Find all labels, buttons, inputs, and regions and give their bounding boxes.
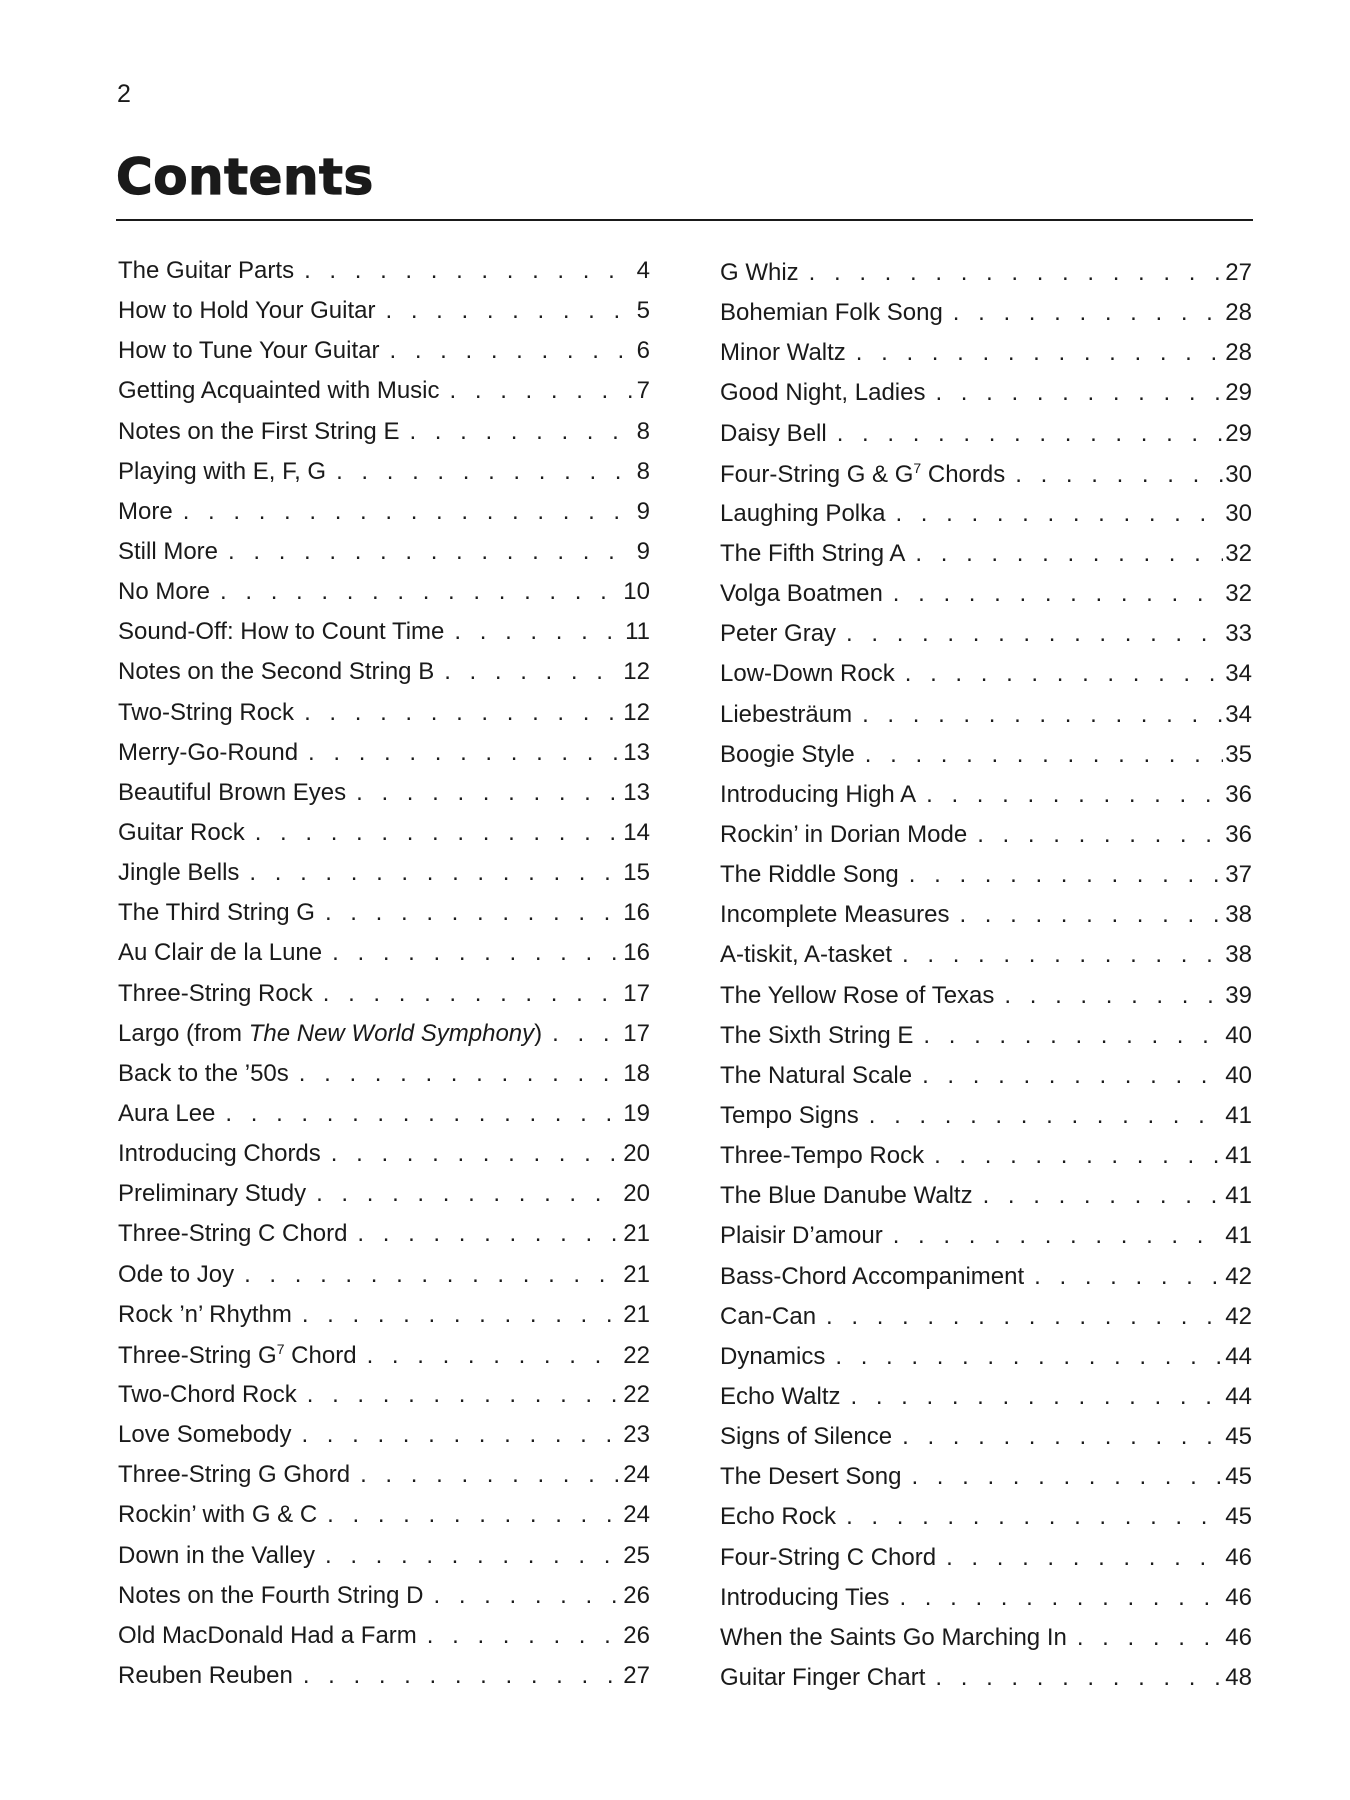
toc-entry-title: Tempo Signs [720, 1101, 859, 1129]
toc-leader-dots [865, 741, 1224, 769]
toc-entry-title: Introducing Ties [720, 1583, 890, 1611]
toc-entry-page: 29 [1225, 419, 1252, 447]
toc-entry-title: Good Night, Ladies [720, 379, 926, 407]
toc-entry-page: 33 [1225, 620, 1252, 648]
toc-entry [720, 701, 1252, 741]
toc-leader-dots [953, 299, 1224, 327]
toc-leader-dots [893, 580, 1224, 608]
toc-leader-dots [327, 1501, 621, 1529]
toc-entry-page: 9 [636, 497, 650, 525]
toc-entry [720, 1544, 1252, 1584]
toc-entry-page: 42 [1225, 1302, 1252, 1330]
toc-entry-title: Peter Gray [720, 620, 837, 648]
toc-entry [720, 1263, 1252, 1303]
toc-entry-page: 34 [1225, 700, 1252, 728]
toc-entry [118, 337, 650, 377]
toc-entry-title: Two-Chord Rock [118, 1380, 297, 1408]
toc-entry-page: 21 [623, 1220, 650, 1248]
toc-entry-page: 11 [625, 618, 650, 646]
toc-leader-dots [304, 699, 621, 727]
toc-entry [720, 1624, 1252, 1664]
toc-entry [118, 257, 650, 297]
toc-entry-title: Daisy Bell [720, 419, 827, 447]
toc-leader-dots [427, 1622, 622, 1650]
toc-leader-dots [308, 739, 621, 767]
toc-entry [118, 618, 650, 658]
toc-entry-page: 23 [623, 1421, 650, 1449]
toc-leader-dots [323, 980, 622, 1008]
toc-entry-page: 22 [623, 1341, 650, 1369]
toc-entry [118, 1140, 650, 1180]
toc-entry [720, 1182, 1252, 1222]
toc-entry-title: Getting Acquainted with Music [118, 377, 440, 405]
toc-entry-title: The Guitar Parts [118, 257, 295, 284]
toc-entry-title: Still More [118, 537, 219, 565]
toc-leader-dots [934, 1142, 1223, 1170]
toc-leader-dots [902, 941, 1223, 969]
toc-entry-page: 16 [623, 939, 650, 967]
toc-entry [118, 1582, 650, 1622]
toc-entry-title: Playing with E, F, G [118, 457, 327, 485]
toc-entry-title: Rockin’ with G & C [118, 1501, 318, 1529]
toc-entry-page: 24 [623, 1461, 650, 1489]
toc-entry-title: Notes on the First String E [118, 417, 400, 445]
toc-entry-page: 45 [1225, 1503, 1252, 1531]
toc-leader-dots [893, 1222, 1224, 1250]
toc-entry-title: Down in the Valley [118, 1541, 315, 1569]
toc-leader-dots [307, 1381, 622, 1409]
toc-leader-dots [325, 1542, 621, 1570]
toc-leader-dots [552, 1020, 621, 1048]
toc-leader-dots [367, 1342, 622, 1370]
toc-entry-title: Love Somebody [118, 1421, 292, 1449]
toc-entry-page: 5 [636, 297, 650, 325]
toc-entry-title: A-tiskit, A-tasket [720, 941, 893, 969]
toc-entry [118, 980, 650, 1020]
toc-entry-title: Beautiful Brown Eyes [118, 778, 347, 806]
toc-entry [118, 297, 650, 337]
toc-entry-page: 18 [623, 1059, 650, 1087]
toc-entry [720, 660, 1252, 700]
toc-entry-page: 42 [1225, 1262, 1252, 1290]
toc-entry-title: Three-String Rock [118, 979, 313, 1007]
toc-entry [720, 941, 1252, 981]
toc-entry-title: Volga Boatmen [720, 580, 883, 608]
toc-entry-title: Three-String G Ghord [118, 1461, 351, 1489]
toc-entry [118, 739, 650, 779]
toc-entry [118, 1341, 650, 1381]
toc-entry-title: Bass-Chord Accompaniment [720, 1262, 1025, 1290]
toc-entry [720, 379, 1252, 419]
toc-entry [720, 1584, 1252, 1624]
toc-leader-dots [409, 418, 634, 446]
toc-entry-page: 4 [636, 257, 650, 284]
toc-entry [720, 259, 1252, 299]
toc-entry [720, 982, 1252, 1022]
toc-entry [720, 339, 1252, 379]
toc-entry-page: 35 [1225, 740, 1252, 768]
toc-leader-dots [915, 540, 1223, 568]
toc-entry [118, 1662, 650, 1702]
toc-entry-page: 24 [623, 1501, 650, 1529]
toc-entry-page: 27 [1225, 259, 1252, 286]
toc-leader-dots [390, 337, 635, 365]
toc-leader-dots [331, 1140, 622, 1168]
toc-entry-title: Aura Lee [118, 1099, 216, 1127]
toc-leader-dots [862, 701, 1223, 729]
title-divider [116, 219, 1253, 221]
toc-entry-title: Three-Tempo Rock [720, 1142, 925, 1170]
toc-leader-dots [360, 1461, 621, 1489]
toc-leader-dots [255, 819, 622, 847]
toc-entry-page: 21 [623, 1260, 650, 1288]
toc-leader-dots [983, 1182, 1224, 1210]
toc-entry-page: 46 [1225, 1583, 1252, 1611]
toc-entry-page: 22 [623, 1380, 650, 1408]
toc-right-column [720, 259, 1252, 1704]
toc-entry-page: 41 [1225, 1101, 1252, 1129]
toc-entry [720, 1383, 1252, 1423]
toc-entry-title: Jingle Bells [118, 859, 240, 887]
toc-leader-dots [385, 297, 634, 325]
toc-leader-dots [826, 1303, 1223, 1331]
toc-leader-dots [959, 901, 1223, 929]
toc-entry-title: The Yellow Rose of Texas [720, 981, 995, 1009]
toc-entry-page: 30 [1225, 460, 1252, 488]
toc-entry-title: How to Tune Your Guitar [118, 337, 380, 365]
toc-entry [720, 1463, 1252, 1503]
toc-entry-title: Signs of Silence [720, 1423, 893, 1451]
toc-leader-dots [325, 899, 621, 927]
toc-entry [720, 821, 1252, 861]
toc-leader-dots [336, 458, 635, 486]
toc-entry-page: 41 [1225, 1222, 1252, 1250]
toc-entry-title: Old MacDonald Had a Farm [118, 1621, 417, 1649]
toc-entry-title: Echo Rock [720, 1503, 837, 1531]
toc-entry-title: Three-String $G^7$ Chord [118, 1340, 357, 1369]
toc-entry-title: The Blue Danube Waltz [720, 1182, 973, 1210]
toc-leader-dots [1015, 461, 1223, 489]
toc-entry [720, 420, 1252, 460]
page-number: 2 [117, 80, 131, 108]
toc-entry-title: No More [118, 578, 211, 606]
toc-entry-page: 46 [1225, 1623, 1252, 1651]
toc-entry-title: Ode to Joy [118, 1260, 235, 1288]
toc-leader-dots [1077, 1624, 1223, 1652]
toc-entry-page: 36 [1225, 820, 1252, 848]
toc-entry-page: 8 [636, 457, 650, 485]
toc-entry [118, 1461, 650, 1501]
toc-entry-page: 6 [636, 337, 650, 365]
toc-entry-title: Reuben Reuben [118, 1661, 293, 1689]
toc-entry-title: The Desert Song [720, 1463, 902, 1491]
toc-entry [720, 1222, 1252, 1262]
toc-entry-page: 32 [1225, 539, 1252, 567]
toc-entry-page: 36 [1225, 780, 1252, 808]
toc-entry [720, 1303, 1252, 1343]
toc-entry-page: 29 [1225, 379, 1252, 407]
toc-leader-dots [357, 1220, 621, 1248]
toc-entry [118, 779, 650, 819]
toc-entry [118, 418, 650, 458]
toc-entry-title: Notes on the Fourth String D [118, 1581, 424, 1609]
toc-leader-dots [846, 620, 1223, 648]
toc-entry-title: Largo (from The New World Symphony) [118, 1019, 543, 1047]
toc-entry [720, 540, 1252, 580]
toc-entry-page: 44 [1225, 1342, 1252, 1370]
toc-leader-dots [303, 1662, 621, 1690]
toc-entry-page: 12 [623, 658, 650, 686]
toc-entry [118, 819, 650, 859]
toc-leader-dots [946, 1544, 1223, 1572]
toc-entry-page: 13 [623, 738, 650, 766]
toc-leader-dots [935, 379, 1223, 407]
toc-leader-dots [433, 1582, 621, 1610]
toc-entry [118, 377, 650, 417]
toc-entry-title: Back to the ’50s [118, 1059, 289, 1087]
toc-leader-dots [856, 339, 1224, 367]
toc-entry-page: 13 [623, 778, 650, 806]
toc-leader-dots [922, 1062, 1223, 1090]
toc-entry [720, 460, 1252, 500]
toc-leader-dots [809, 259, 1224, 287]
toc-entry-title: Plaisir D’amour [720, 1222, 883, 1250]
toc-entry-page: 8 [636, 417, 650, 445]
toc-leader-dots [444, 658, 621, 686]
toc-entry-title: Dynamics [720, 1342, 826, 1370]
toc-entry [118, 859, 650, 899]
toc-leader-dots [356, 779, 621, 807]
toc-leader-dots [244, 1261, 621, 1289]
toc-entry-page: 17 [623, 979, 650, 1007]
toc-entry-title: When the Saints Go Marching In [720, 1623, 1067, 1651]
toc-entry-page: 16 [623, 899, 650, 927]
toc-entry-page: 27 [623, 1661, 650, 1689]
toc-entry [720, 1503, 1252, 1543]
toc-leader-dots [895, 500, 1223, 528]
toc-entry [118, 1180, 650, 1220]
toc-leader-dots [299, 1060, 622, 1088]
toc-leader-dots [301, 1421, 621, 1449]
toc-entry-page: 15 [623, 859, 650, 887]
toc-leader-dots [332, 939, 621, 967]
toc-entry-page: 44 [1225, 1382, 1252, 1410]
toc-entry [720, 1423, 1252, 1463]
toc-leader-dots [225, 1100, 621, 1128]
toc-leader-dots [911, 1463, 1223, 1491]
toc-leader-dots [977, 821, 1223, 849]
toc-leader-dots [850, 1383, 1223, 1411]
toc-entry [720, 580, 1252, 620]
toc-leader-dots [183, 498, 635, 526]
toc-entry-title: Can-Can [720, 1302, 817, 1330]
toc-entry [720, 1062, 1252, 1102]
toc-entry [118, 1421, 650, 1461]
toc-entry [118, 458, 650, 498]
toc-entry [118, 699, 650, 739]
toc-entry-page: 10 [623, 578, 650, 606]
toc-entry-page: 45 [1225, 1423, 1252, 1451]
toc-entry-page: 20 [623, 1140, 650, 1168]
toc-entry [720, 620, 1252, 660]
toc-entry-page: 46 [1225, 1543, 1252, 1571]
toc-entry [118, 1381, 650, 1421]
toc-entry [720, 901, 1252, 941]
toc-entry-title: The Natural Scale [720, 1061, 913, 1089]
toc-leader-dots [846, 1503, 1223, 1531]
toc-entry-page: 32 [1225, 580, 1252, 608]
toc-leader-dots [909, 861, 1224, 889]
toc-leader-dots [1004, 982, 1223, 1010]
toc-entry-title: Introducing High A [720, 780, 917, 808]
toc-entry-title: The Riddle Song [720, 861, 899, 889]
toc-leader-dots [935, 1664, 1223, 1692]
toc-entry [118, 1060, 650, 1100]
toc-entry [118, 1622, 650, 1662]
toc-entry [118, 939, 650, 979]
toc-entry [720, 1343, 1252, 1383]
toc-leader-dots [905, 660, 1224, 688]
toc-leader-dots [220, 578, 621, 606]
toc-entry-title: Minor Waltz [720, 339, 846, 367]
toc-leader-dots [249, 859, 621, 887]
toc-entry [118, 498, 650, 538]
toc-leader-dots [899, 1584, 1223, 1612]
toc-entry-page: 30 [1225, 499, 1252, 527]
toc-entry-page: 28 [1225, 339, 1252, 367]
toc-entry-page: 41 [1225, 1182, 1252, 1210]
toc-entry [118, 1542, 650, 1582]
toc-entry-title: Two-String Rock [118, 698, 295, 726]
toc-entry-page: 28 [1225, 299, 1252, 327]
toc-entry [118, 658, 650, 698]
toc-leader-dots [923, 1022, 1223, 1050]
toc-entry-page: 39 [1225, 981, 1252, 1009]
toc-entry [720, 1142, 1252, 1182]
toc-entry-page: 26 [623, 1581, 650, 1609]
toc-entry-title: G Whiz [720, 259, 799, 286]
toc-leader-dots [926, 781, 1223, 809]
toc-entry [720, 1022, 1252, 1062]
toc-entry-page: 37 [1225, 861, 1252, 889]
toc-entry [720, 500, 1252, 540]
toc-entry-page: 19 [623, 1099, 650, 1127]
toc-leader-dots [316, 1180, 621, 1208]
toc-entry-title: Au Clair de la Lune [118, 939, 323, 967]
toc-entry-title: The Fifth String A [720, 539, 906, 567]
toc-leader-dots [902, 1423, 1223, 1451]
toc-entry-title: The Sixth String E [720, 1021, 914, 1049]
toc-entry [118, 578, 650, 618]
toc-leader-dots [1034, 1263, 1223, 1291]
toc-entry [720, 299, 1252, 339]
toc-entry-page: 25 [623, 1541, 650, 1569]
toc-entry-title: Four-String C Chord [720, 1543, 937, 1571]
toc-entry [118, 538, 650, 578]
toc-left-column [118, 257, 650, 1702]
toc-entry-page: 40 [1225, 1061, 1252, 1089]
toc-entry-page: 26 [623, 1621, 650, 1649]
toc-entry [118, 1261, 650, 1301]
toc-leader-dots [835, 1343, 1223, 1371]
toc-entry-title: Sound-Off: How to Count Time [118, 618, 445, 646]
toc-entry-page: 21 [623, 1300, 650, 1328]
toc-entry-page: 20 [623, 1180, 650, 1208]
toc-entry-title: Notes on the Second String B [118, 658, 435, 686]
toc-entry-page: 38 [1225, 901, 1252, 929]
toc-entry [118, 899, 650, 939]
toc-entry-title: Four-String G & $G^7$ Chords [720, 459, 1006, 488]
toc-leader-dots [450, 377, 635, 405]
toc-entry-title: How to Hold Your Guitar [118, 297, 376, 325]
toc-entry-title: Bohemian Folk Song [720, 299, 943, 327]
toc-entry [118, 1220, 650, 1260]
toc-leader-dots [869, 1102, 1224, 1130]
toc-entry [720, 1102, 1252, 1142]
toc-leader-dots [302, 1301, 621, 1329]
toc-entry-page: 40 [1225, 1021, 1252, 1049]
toc-leader-dots [454, 618, 623, 646]
toc-entry-title: Guitar Finger Chart [720, 1663, 926, 1691]
toc-entry-page: 12 [623, 698, 650, 726]
toc-entry-title: More [118, 497, 173, 525]
toc-entry-page: 9 [636, 537, 650, 565]
toc-entry [720, 741, 1252, 781]
toc-entry-page: 45 [1225, 1463, 1252, 1491]
toc-entry-page: 14 [623, 818, 650, 846]
toc-leader-dots [304, 257, 635, 285]
toc-entry-title: Three-String C Chord [118, 1220, 348, 1248]
toc-entry-title: Preliminary Study [118, 1180, 307, 1208]
toc-entry-title: Merry-Go-Round [118, 738, 299, 766]
toc-entry-page: 38 [1225, 941, 1252, 969]
toc-entry-title: Echo Waltz [720, 1382, 841, 1410]
toc-entry-title: Liebesträum [720, 700, 853, 728]
toc-leader-dots [228, 538, 635, 566]
toc-entry [118, 1020, 650, 1060]
toc-entry-title: Boogie Style [720, 740, 855, 768]
toc-entry-page: 41 [1225, 1142, 1252, 1170]
toc-entry [720, 1664, 1252, 1704]
toc-entry-page: 34 [1225, 660, 1252, 688]
toc-entry-title: Incomplete Measures [720, 901, 950, 929]
toc-entry-title: Rockin’ in Dorian Mode [720, 820, 968, 848]
toc-entry [720, 861, 1252, 901]
toc-entry [118, 1301, 650, 1341]
toc-entry-title: Low-Down Rock [720, 660, 895, 688]
toc-entry-title: Introducing Chords [118, 1140, 321, 1168]
toc-entry [720, 781, 1252, 821]
toc-entry-title: The Third String G [118, 899, 315, 927]
toc-entry [118, 1501, 650, 1541]
toc-entry [118, 1100, 650, 1140]
toc-leader-dots [837, 420, 1224, 448]
toc-entry-title: Guitar Rock [118, 818, 245, 846]
toc-entry-page: 48 [1225, 1663, 1252, 1691]
page-title: Contents [116, 148, 374, 206]
toc-entry-title: Laughing Polka [720, 499, 886, 527]
toc-entry-title: Rock ’n’ Rhythm [118, 1300, 292, 1328]
toc-entry-page: 7 [636, 377, 650, 405]
toc-entry-page: 17 [623, 1019, 650, 1047]
